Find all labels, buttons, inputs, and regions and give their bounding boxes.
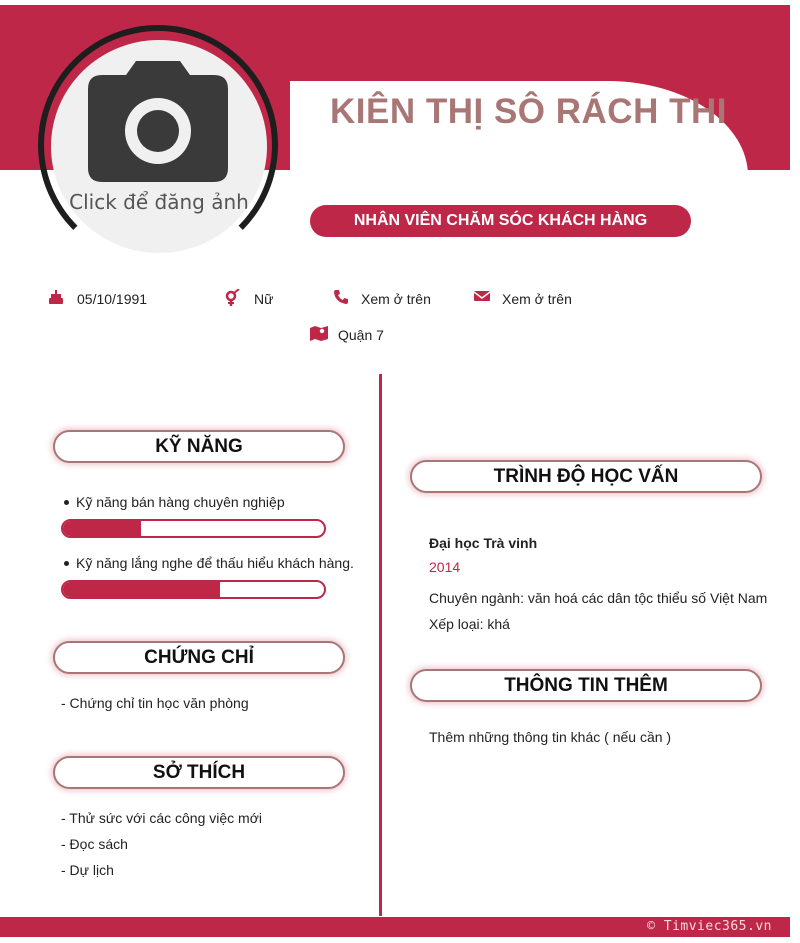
grade: Xếp loại: khá bbox=[429, 616, 510, 632]
hobby-item-3: - Dự lịch bbox=[61, 862, 114, 878]
avatar-caption[interactable]: Click để đăng ảnh bbox=[69, 190, 249, 214]
skill-item-2: Kỹ năng lắng nghe để thấu hiểu khách hàng. bbox=[76, 555, 354, 571]
education-heading: TRÌNH ĐỘ HỌC VẤN bbox=[410, 460, 762, 493]
hobbies-heading: SỞ THÍCH bbox=[53, 756, 345, 789]
avatar-upload[interactable] bbox=[51, 40, 267, 253]
column-divider bbox=[379, 374, 382, 916]
skill-bar-fill bbox=[63, 582, 220, 597]
skill-bar-fill bbox=[63, 521, 141, 536]
address-text: Quận 7 bbox=[338, 327, 384, 343]
skills-heading: KỸ NĂNG bbox=[53, 430, 345, 463]
major: Chuyên ngành: văn hoá các dân tộc thiểu số Việt Nam bbox=[429, 590, 768, 606]
footer-watermark: © Timviec365.vn bbox=[647, 919, 772, 934]
gender-text: Nữ bbox=[254, 291, 274, 307]
map-icon bbox=[310, 325, 328, 341]
candidate-name: KIÊN THỊ SÔ RÁCH THI bbox=[330, 92, 727, 131]
skill-item-1: Kỹ năng bán hàng chuyên nghiệp bbox=[76, 494, 285, 510]
phone-icon bbox=[333, 289, 349, 305]
cv-page bbox=[0, 5, 790, 937]
certificates-heading: CHỨNG CHỈ bbox=[53, 641, 345, 674]
skill-bar-1 bbox=[61, 519, 326, 538]
camera-icon bbox=[88, 61, 228, 182]
skill-bar-2 bbox=[61, 580, 326, 599]
email-icon bbox=[474, 289, 490, 303]
email-text: Xem ở trên bbox=[502, 291, 572, 307]
birthday-text: 05/10/1991 bbox=[77, 291, 148, 307]
extra-info-text: Thêm những thông tin khác ( nếu cần ) bbox=[429, 729, 672, 745]
phone-text: Xem ở trên bbox=[361, 291, 431, 307]
school-name: Đại học Trà vinh bbox=[429, 535, 538, 551]
footer-band bbox=[0, 917, 790, 937]
hobby-item-1: - Thử sức với các công việc mới bbox=[61, 810, 263, 826]
graduation-year: 2014 bbox=[429, 559, 461, 575]
job-title: NHÂN VIÊN CHĂM SÓC KHÁCH HÀNG bbox=[310, 205, 691, 237]
gender-icon bbox=[225, 289, 241, 307]
hobby-item-2: - Đọc sách bbox=[61, 836, 128, 852]
extra-info-heading: THÔNG TIN THÊM bbox=[410, 669, 762, 702]
certificate-item: - Chứng chỉ tin học văn phòng bbox=[61, 695, 249, 711]
birthday-cake-icon bbox=[48, 289, 64, 305]
